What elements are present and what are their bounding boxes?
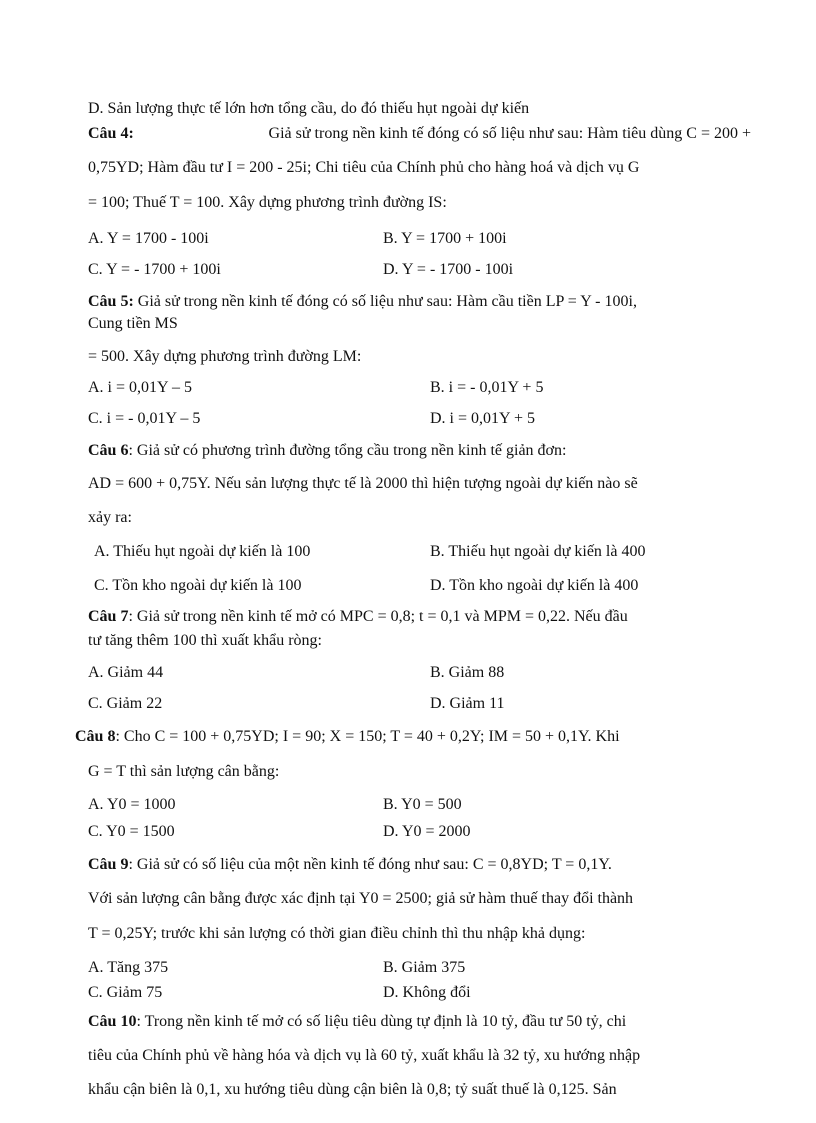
q7-option-b: B. Giảm 88 xyxy=(430,664,505,681)
q10-stem-line-1 xyxy=(88,1012,626,1032)
q6-option-a: A. Thiếu hụt ngoài dự kiến là 100 xyxy=(94,543,311,560)
q10-stem-line-3: khẩu cận biên là 0,1, xu hướng tiêu dùng cận biên là 0,8; tỷ suất thuế là 0,125. Sản xyxy=(88,1081,617,1098)
q9-stem-line-2: Với sản lượng cân bằng được xác định tại Y0 = 2500; giả sử hàm thuế thay đổi thành xyxy=(88,890,634,907)
q8-label: Câu 8 xyxy=(75,728,116,745)
q7-option-d: D. Giảm 11 xyxy=(430,695,505,712)
q6-option-d: D. Tồn kho ngoài dự kiến là 400 xyxy=(430,577,639,594)
q5-stem-line-2: Cung tiền MS xyxy=(88,315,178,332)
q4-stem-line-2: 0,75YD; Hàm đầu tư I = 200 - 25i; Chi tiêu của Chính phủ cho hàng hoá và dịch vụ G xyxy=(88,159,640,176)
q5-stem-line-1 xyxy=(88,292,637,312)
q7-stem-line-2: tư tăng thêm 100 thì xuất khẩu ròng: xyxy=(88,632,322,649)
q4-option-a: A. Y = 1700 - 100i xyxy=(88,230,209,247)
q3-option-d: D. Sản lượng thực tế lớn hơn tổng cầu, do đó thiếu hụt ngoài dự kiến xyxy=(88,100,530,117)
q4-stem-line-1 xyxy=(88,124,751,144)
q4-option-b: B. Y = 1700 + 100i xyxy=(383,230,507,247)
q9-stem-line-1 xyxy=(88,855,612,875)
q7-option-c: C. Giảm 22 xyxy=(88,695,163,712)
q8-option-c: C. Y0 = 1500 xyxy=(88,823,175,840)
q4-text-1: Giả sử trong nền kinh tế đóng có số liệu như sau: Hàm tiêu dùng C = 200 + xyxy=(268,125,751,142)
q9-option-c: C. Giảm 75 xyxy=(88,984,163,1001)
q5-stem-line-3: = 500. Xây dựng phương trình đường LM: xyxy=(88,348,362,365)
q6-label: Câu 6 xyxy=(88,442,129,459)
q5-option-b: B. i = - 0,01Y + 5 xyxy=(430,379,544,396)
q9-stem-line-3: T = 0,25Y; trước khi sản lượng có thời gian điều chỉnh thì thu nhập khả dụng: xyxy=(88,925,586,942)
q6-option-c: C. Tồn kho ngoài dự kiến là 100 xyxy=(94,577,302,594)
q10-text-1: : Trong nền kinh tế mở có số liệu tiêu dùng tự định là 10 tỷ, đầu tư 50 tỷ, chi xyxy=(136,1013,627,1030)
q9-text-1: : Giả sử có số liệu của một nền kinh tế đóng như sau: C = 0,8YD; T = 0,1Y. xyxy=(128,856,612,873)
q6-stem-line-1 xyxy=(88,441,566,461)
q7-text-1: : Giả sử trong nền kinh tế mở có MPC = 0,8; t = 0,1 và MPM = 0,22. Nếu đầu xyxy=(128,608,628,625)
q4-option-c: C. Y = - 1700 + 100i xyxy=(88,261,221,278)
q6-stem-line-3: xảy ra: xyxy=(88,509,132,526)
q5-option-a: A. i = 0,01Y – 5 xyxy=(88,379,192,396)
q5-option-d: D. i = 0,01Y + 5 xyxy=(430,410,536,427)
q4-label: Câu 4: xyxy=(88,125,134,142)
q9-option-b: B. Giảm 375 xyxy=(383,959,466,976)
q8-stem-line-1 xyxy=(75,727,620,747)
q6-text-1: : Giả sử có phương trình đường tổng cầu trong nền kinh tế giản đơn: xyxy=(128,442,567,459)
q8-option-b: B. Y0 = 500 xyxy=(383,796,462,813)
q5-label: Câu 5: xyxy=(88,293,134,310)
q4-stem-line-3: = 100; Thuế T = 100. Xây dựng phương trình đường IS: xyxy=(88,194,447,211)
q7-stem-line-1 xyxy=(88,607,628,627)
q7-option-a: A. Giảm 44 xyxy=(88,664,164,681)
q8-text-1: : Cho C = 100 + 0,75YD; I = 90; X = 150; T = 40 + 0,2Y; IM = 50 + 0,1Y. Khi xyxy=(115,728,620,745)
q4-option-d: D. Y = - 1700 - 100i xyxy=(383,261,514,278)
q5-option-c: C. i = - 0,01Y – 5 xyxy=(88,410,201,427)
q10-label: Câu 10 xyxy=(88,1013,137,1030)
q8-option-a: A. Y0 = 1000 xyxy=(88,796,176,813)
q10-stem-line-2: tiêu của Chính phủ về hàng hóa và dịch vụ là 60 tỷ, xuất khẩu là 32 tỷ, xu hướng nhập xyxy=(88,1047,641,1064)
q6-stem-line-2: AD = 600 + 0,75Y. Nếu sản lượng thực tế là 2000 thì hiện tượng ngoài dự kiến nào sẽ xyxy=(88,475,638,492)
q9-label: Câu 9 xyxy=(88,856,129,873)
q8-stem-line-2: G = T thì sản lượng cân bằng: xyxy=(88,763,280,780)
q7-label: Câu 7 xyxy=(88,608,129,625)
q6-option-b: B. Thiếu hụt ngoài dự kiến là 400 xyxy=(430,543,646,560)
q5-text-1: Giả sử trong nền kinh tế đóng có số liệu như sau: Hàm cầu tiền LP = Y - 100i, xyxy=(137,293,637,310)
q9-option-a: A. Tăng 375 xyxy=(88,959,169,976)
q8-option-d: D. Y0 = 2000 xyxy=(383,823,471,840)
q9-option-d: D. Không đổi xyxy=(383,984,471,1001)
